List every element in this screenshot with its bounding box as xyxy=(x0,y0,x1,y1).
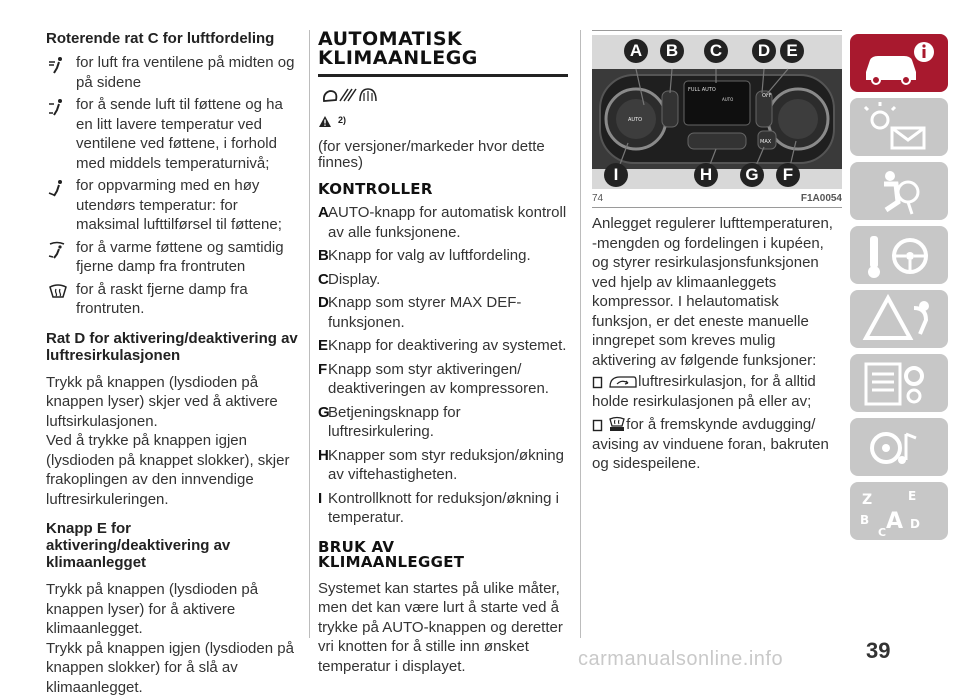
figure-number: 74 xyxy=(592,193,603,204)
warning-lights-icon xyxy=(850,98,948,156)
control-item-e: E Knapp for deaktivering av systemet. xyxy=(318,336,568,356)
bullet-recirculation: luftresirkulasjon, for å alltid holde resirkulasjonen på eller av; xyxy=(592,372,842,411)
column-middle xyxy=(318,30,568,676)
panel-auto-label: AUTO xyxy=(628,117,642,123)
list-item: for oppvarming med en høy utendørs temperatur: for maksimal lufttilførsel til føttene; xyxy=(46,176,298,235)
svg-text:Z: Z xyxy=(862,492,872,508)
panel-full-auto-label: FULL AUTO xyxy=(688,87,716,93)
controls-title: KONTROLLER xyxy=(318,182,568,197)
figure-label-g: G xyxy=(740,163,764,187)
svg-text:A: A xyxy=(886,509,903,534)
alphabet-index-icon xyxy=(850,482,948,540)
tab-maintenance[interactable] xyxy=(850,354,948,412)
tab-index[interactable] xyxy=(850,482,948,540)
svg-text:E: E xyxy=(908,489,916,503)
bullet-defrost: for å fremskynde avdugging/ avising av vinduene foran, bakruten og sidespeilene. xyxy=(592,415,842,474)
chapter-sidebar xyxy=(850,34,956,546)
svg-text:C: C xyxy=(878,526,886,539)
list-item: for å varme føttene og samtidig fjerne damp fra frontruten xyxy=(46,238,298,277)
heading-knapp-e: Knapp E for aktivering/deaktivering av klimaanlegget xyxy=(46,520,298,571)
figure-label-h: H xyxy=(694,163,718,187)
tab-safety[interactable] xyxy=(850,162,948,220)
paragraph: (for versjoner/markeder hvor dette finnes) xyxy=(318,139,568,171)
panel-off-label: OFF xyxy=(762,93,772,99)
control-item-g: G Betjeningsknapp for luftresirkulering. xyxy=(318,403,568,442)
emergency-triangle-icon xyxy=(850,290,948,348)
paragraph: Ved å trykke på knappen igjen (lysdioden på knappet slokker), skjer frakoplingen av den innvendige luftresirkuleringen. xyxy=(46,431,298,509)
figure-bottom-rule xyxy=(592,207,842,208)
heading-rat-d: Rat D for aktivering/deaktivering av luftresirkulasjonen xyxy=(46,330,298,364)
square-bullet-icon xyxy=(592,419,604,432)
figure-label-i: I xyxy=(604,163,628,187)
climate-panel-figure xyxy=(592,35,842,203)
control-item-h: H Knapper som styr reduksjon/økning av viftehastigheten. xyxy=(318,446,568,485)
tab-emergency[interactable] xyxy=(850,290,948,348)
tab-multimedia[interactable] xyxy=(850,418,948,476)
figure-label-a: A xyxy=(624,39,648,63)
defrost-icon xyxy=(46,280,76,304)
section-title: AUTOMATISK KLIMAANLEGG xyxy=(318,30,568,68)
figure-label-c: C xyxy=(704,39,728,63)
usage-title: BRUK AV KLIMAANLEGGET xyxy=(318,540,568,570)
warning-row xyxy=(318,113,568,133)
list-item: for å raskt fjerne damp fra frontruten. xyxy=(46,280,298,319)
max-defrost-icon xyxy=(608,416,626,432)
svg-text:D: D xyxy=(910,517,920,531)
figure-top-rule xyxy=(592,30,842,31)
tab-dashboard-info[interactable] xyxy=(850,34,948,92)
column-left xyxy=(46,30,298,697)
climate-icon-row xyxy=(318,85,568,113)
control-item-a: A AUTO-knapp for automatisk kontroll av alle funksjonene. xyxy=(318,203,568,242)
recirculation-icon xyxy=(608,375,638,389)
column-divider xyxy=(309,30,310,638)
title-underline xyxy=(318,74,568,77)
paragraph: Systemet kan startes på ulike måter, men det kan være lurt å starte ved å trykke på AUTO-knappen og deretter vri knotten for å stille inn ønsket temperatur i displayet. xyxy=(318,579,568,677)
heading-rat-c: Roterende rat C for luftfordeling xyxy=(46,30,298,47)
climate-control-icon xyxy=(322,85,380,107)
paragraph: Trykk på knappen (lysdioden på knappen lyser) for å aktivere klimaanlegget. xyxy=(46,580,298,639)
key-steering-icon xyxy=(850,226,948,284)
tab-warning-lights[interactable] xyxy=(850,98,948,156)
control-item-d: D Knapp som styrer MAX DEF-funksjonen. xyxy=(318,293,568,332)
figure-label-b: B xyxy=(660,39,684,63)
page-number: 39 xyxy=(866,638,890,664)
figure-code: F1A0054 xyxy=(801,193,842,204)
air-feet-icon xyxy=(46,176,76,202)
warning-reference: 2) xyxy=(338,115,346,125)
air-feet-defrost-icon xyxy=(46,238,76,264)
list-item: for å sende luft til føttene og ha en litt lavere temperatur ved ventilene ved føttene, i forhold med middels temperaturnivå; xyxy=(46,95,298,173)
paragraph: Trykk på knappen igjen (lysdioden på knappen slokker) for å slå av klimaanlegget. xyxy=(46,639,298,697)
control-item-c: C Display. xyxy=(318,270,568,290)
multimedia-icon xyxy=(850,418,948,476)
figure-caption xyxy=(592,193,842,205)
panel-auto-display-label: AUTO xyxy=(722,97,733,102)
car-info-icon xyxy=(850,34,948,92)
control-item-f: F Knapp som styr aktiveringen/ deaktiveringen av kompressoren. xyxy=(318,360,568,399)
safety-airbag-icon xyxy=(850,162,948,220)
control-item-i: I Kontrollknott for reduksjon/økning i temperatur. xyxy=(318,489,568,528)
control-item-b: B Knapp for valg av luftfordeling. xyxy=(318,246,568,266)
air-face-icon xyxy=(46,53,76,79)
list-item: for luft fra ventilene på midten og på sidene xyxy=(46,53,298,92)
column-divider xyxy=(580,30,581,638)
warning-triangle-icon xyxy=(318,115,332,128)
tab-starting-driving[interactable] xyxy=(850,226,948,284)
figure-label-e: E xyxy=(780,39,804,63)
panel-max-label: MAX xyxy=(760,139,772,145)
square-bullet-icon xyxy=(592,376,604,389)
paragraph: Trykk på knappen (lysdioden på knappen lyser) skjer ved å aktivere luftsirkulasjonen. xyxy=(46,373,298,432)
figure-label-d: D xyxy=(752,39,776,63)
maintenance-gear-icon xyxy=(850,354,948,412)
figure-label-f: F xyxy=(776,163,800,187)
paragraph: Anlegget regulerer lufttemperaturen, -mengden og fordelingen i kupéen, og styrer resirkulasjonsfunksjonen ved hjelp av klimaanleggets kompressor. I helautomatisk funksjon, er det eneste manuelle inngrepet som kreves mulig aktivering av følgende funksjoner: xyxy=(592,214,842,370)
svg-text:B: B xyxy=(860,513,869,527)
air-face-feet-icon xyxy=(46,95,76,121)
column-right xyxy=(592,30,842,474)
watermark: carmanualsonline.info xyxy=(578,648,783,671)
